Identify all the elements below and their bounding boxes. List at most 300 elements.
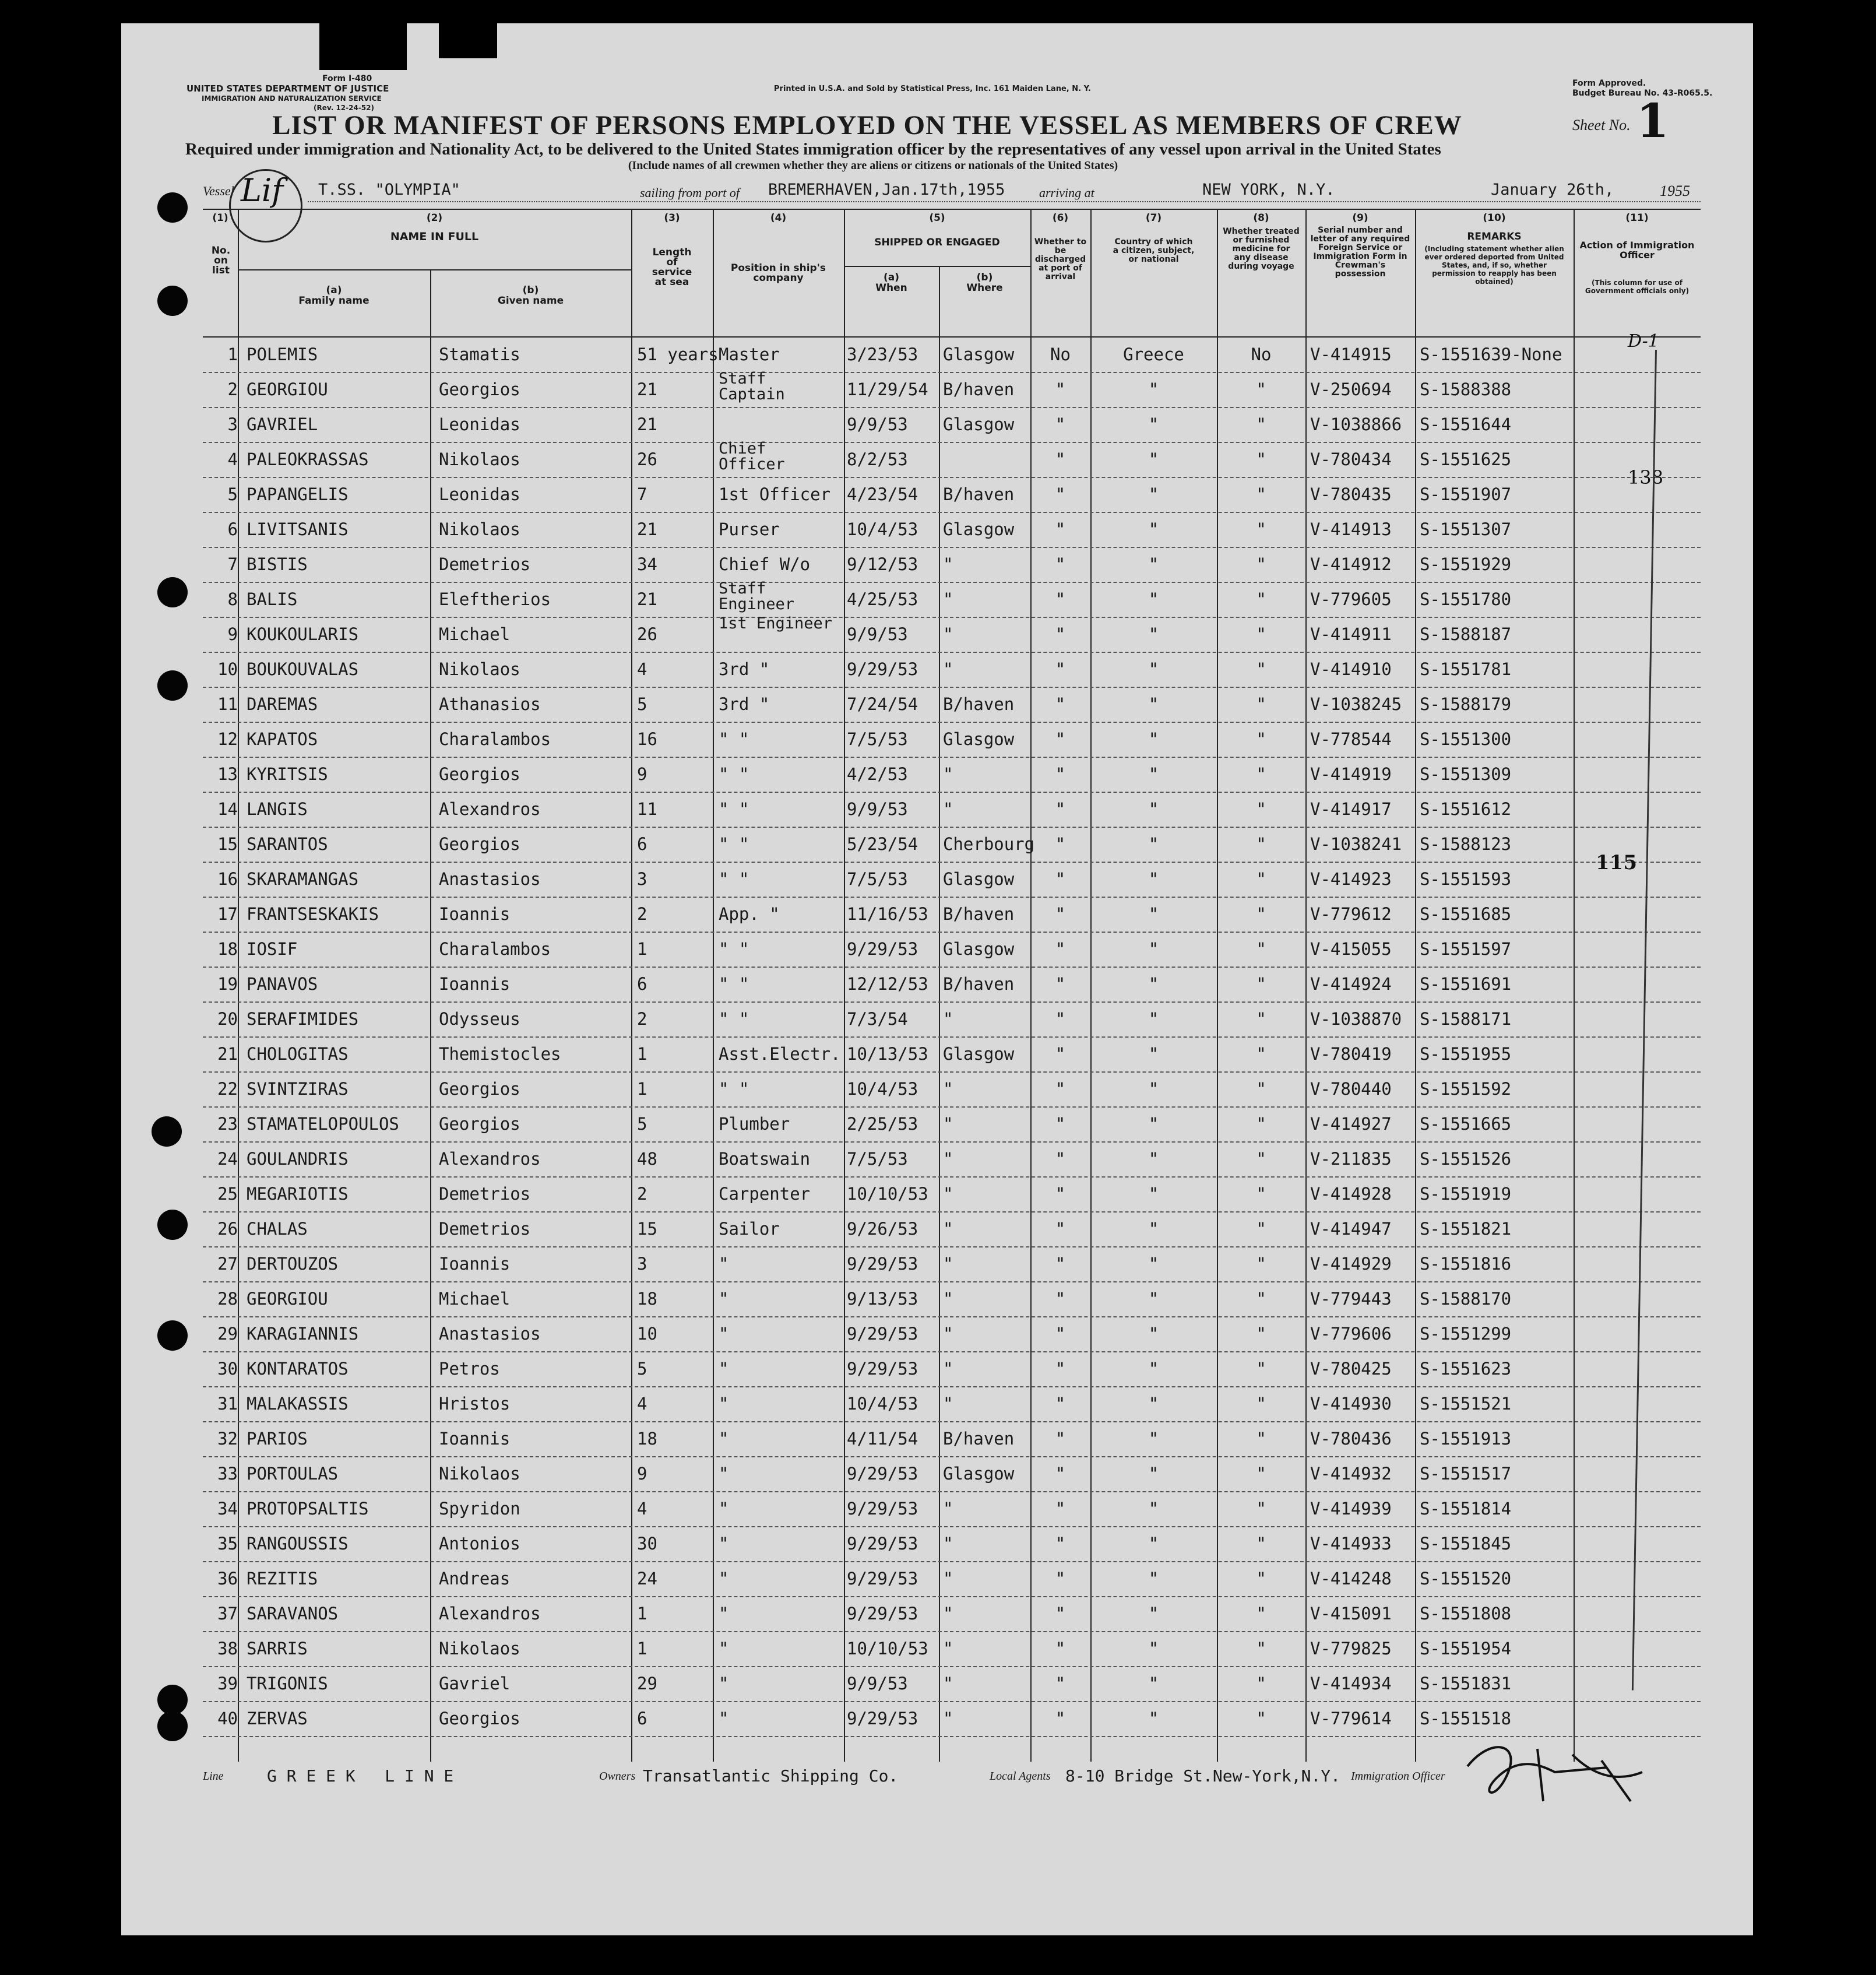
service-length: 5 (637, 1114, 647, 1134)
family-name: ZERVAS (247, 1709, 308, 1728)
table-row (121, 1003, 1753, 1038)
family-name: SARRIS (247, 1639, 308, 1658)
given-name: Demetrios (439, 554, 531, 574)
to-be-discharged: " (1055, 1604, 1066, 1623)
shipped-when: 10/13/53 (847, 1044, 928, 1064)
serial-number: V-780434 (1310, 449, 1392, 469)
shipped-when: 9/29/53 (847, 1324, 918, 1344)
remarks: S-1551639-None (1420, 345, 1562, 364)
serial-number: V-1038870 (1310, 1009, 1402, 1029)
shipped-when: 9/9/53 (847, 799, 908, 819)
col2b-letter: (b) (522, 284, 539, 296)
serial-number: V-414924 (1310, 974, 1392, 994)
service-length: 2 (637, 1184, 647, 1204)
shipped-where: B/haven (943, 1429, 1015, 1449)
family-name: SVINTZIRAS (247, 1079, 349, 1099)
citizenship: " (1148, 1324, 1159, 1344)
to-be-discharged: " (1055, 1709, 1066, 1728)
to-be-discharged: " (1055, 624, 1066, 644)
ship-position: " (719, 1709, 729, 1728)
given-name: Stamatis (439, 345, 520, 364)
row-number: 13 (217, 764, 238, 784)
table-row (121, 614, 1753, 653)
to-be-discharged: " (1055, 1219, 1066, 1239)
serial-number: V-414911 (1310, 624, 1392, 644)
service-length: 48 (637, 1149, 657, 1169)
col10-num: (10) (1483, 212, 1506, 224)
family-name: KONTARATOS (247, 1359, 349, 1379)
ship-position: " " (719, 764, 749, 784)
top-tab-right (439, 23, 497, 58)
citizenship: " (1148, 1079, 1159, 1099)
agents-value: 8-10 Bridge St.New-York,N.Y. (1065, 1766, 1341, 1786)
remarks: S-1551299 (1420, 1324, 1512, 1344)
medicine-treated: " (1256, 484, 1266, 504)
family-name: RANGOUSSIS (247, 1534, 349, 1554)
given-name: Nikolaos (439, 1464, 520, 1484)
service-length: 21 (637, 519, 657, 539)
ship-position: Boatswain (719, 1149, 811, 1169)
family-name: KAPATOS (247, 729, 318, 749)
medicine-treated: " (1256, 1674, 1266, 1693)
given-name: Nikolaos (439, 1639, 520, 1658)
table-top-border (203, 209, 1701, 210)
medicine-treated: " (1256, 1289, 1266, 1309)
medicine-treated: " (1256, 834, 1266, 854)
shipped-when: 9/29/53 (847, 1359, 918, 1379)
to-be-discharged: " (1055, 1534, 1066, 1554)
shipped-where: B/haven (943, 974, 1015, 994)
row-number: 33 (217, 1464, 238, 1484)
medicine-treated: " (1256, 764, 1266, 784)
shipped-where: " (943, 764, 953, 784)
table-row (121, 1038, 1753, 1073)
given-name: Ioannis (439, 1254, 511, 1274)
to-be-discharged: " (1055, 659, 1066, 679)
citizenship: " (1148, 1464, 1159, 1484)
remarks: S-1551919 (1420, 1184, 1512, 1204)
to-be-discharged: " (1055, 799, 1066, 819)
remarks: S-1551913 (1420, 1429, 1512, 1449)
serial-number: V-414248 (1310, 1569, 1392, 1589)
remarks: S-1551780 (1420, 589, 1512, 609)
medicine-treated: No (1251, 345, 1272, 364)
service-length: 26 (637, 624, 657, 644)
serial-number: V-414928 (1310, 1184, 1392, 1204)
table-row (121, 579, 1753, 618)
row-number: 18 (217, 939, 238, 959)
service-length: 7 (637, 484, 647, 504)
shipped-when: 2/25/53 (847, 1114, 918, 1134)
table-row (121, 723, 1753, 758)
col2-label: NAME IN FULL (390, 230, 479, 243)
row-number: 15 (217, 834, 238, 854)
serial-number: V-779605 (1310, 589, 1392, 609)
ship-position: " (719, 1289, 729, 1309)
medicine-treated: " (1256, 869, 1266, 889)
serial-number: V-415091 (1310, 1604, 1392, 1623)
to-be-discharged: " (1055, 1499, 1066, 1519)
family-name: MEGARIOTIS (247, 1184, 349, 1204)
ship-position: Chief Officer (719, 440, 785, 473)
citizenship: " (1148, 904, 1159, 924)
row-number: 21 (217, 1044, 238, 1064)
ship-position: " (719, 1254, 729, 1274)
shipped-where: " (943, 1219, 953, 1239)
to-be-discharged: " (1055, 694, 1066, 714)
shipped-when: 9/29/53 (847, 1534, 918, 1554)
serial-number: V-415055 (1310, 939, 1392, 959)
printer-notice: Printed in U.S.A. and Sold by Statistical Press, Inc. 161 Maiden Lane, N. Y. (774, 85, 1091, 93)
family-name: STAMATELOPOULOS (247, 1114, 399, 1134)
citizenship: " (1148, 659, 1159, 679)
table-row (121, 1632, 1753, 1667)
row-number: 17 (217, 904, 238, 924)
col4-label: Position in ship's company (730, 262, 826, 284)
shipped-when: 4/25/53 (847, 589, 918, 609)
given-name: Nikolaos (439, 519, 520, 539)
remarks: S-1551907 (1420, 484, 1512, 504)
shipped-where: " (943, 1254, 953, 1274)
row-number: 29 (217, 1324, 238, 1344)
service-length: 4 (637, 1394, 647, 1414)
shipped-where: Glasgow (943, 519, 1015, 539)
medicine-treated: " (1256, 1184, 1266, 1204)
service-length: 1 (637, 939, 647, 959)
punch-hole (157, 192, 188, 223)
shipped-when: 4/2/53 (847, 764, 908, 784)
sheet-no-label: Sheet No. (1572, 117, 1631, 133)
table-row (121, 1317, 1753, 1352)
given-name: Hristos (439, 1394, 511, 1414)
ship-position: Purser (719, 519, 780, 539)
row-number: 3 (227, 414, 238, 434)
row-number: 23 (217, 1114, 238, 1134)
remarks: S-1588187 (1420, 624, 1512, 644)
given-name: Charalambos (439, 939, 551, 959)
citizenship: " (1148, 1499, 1159, 1519)
punch-hole (157, 286, 188, 316)
table-row (121, 478, 1753, 513)
remarks: S-1551592 (1420, 1079, 1512, 1099)
shipped-where: Glasgow (943, 1464, 1015, 1484)
medicine-treated: " (1256, 1219, 1266, 1239)
inspection-stamp-text: Lif (241, 172, 284, 209)
row-number: 31 (217, 1394, 238, 1414)
citizenship: Greece (1123, 345, 1184, 364)
to-be-discharged: " (1055, 1639, 1066, 1658)
given-name: Georgios (439, 1079, 520, 1099)
col3-label: Length of service at sea (652, 247, 692, 288)
form-subtitle: Required under immigration and Nationality Act, to be delivered to the United States immigration officer by the representatives of any vessel upon arrival in the United States (185, 140, 1441, 159)
table-row (121, 1527, 1753, 1562)
table-row (121, 1178, 1753, 1213)
medicine-treated: " (1256, 974, 1266, 994)
ship-position: " (719, 1674, 729, 1693)
remarks: S-1551781 (1420, 659, 1512, 679)
to-be-discharged: " (1055, 834, 1066, 854)
shipped-when: 8/2/53 (847, 449, 908, 469)
service-length: 18 (637, 1289, 657, 1309)
to-be-discharged: " (1055, 1079, 1066, 1099)
family-name: BALIS (247, 589, 298, 609)
arriving-label: arriving at (1039, 185, 1094, 200)
to-be-discharged: " (1055, 1184, 1066, 1204)
table-row (121, 1073, 1753, 1108)
serial-number: V-1038241 (1310, 834, 1402, 854)
col11-sublabel: (This column for use of Government officials only) (1585, 279, 1690, 295)
row-number: 26 (217, 1219, 238, 1239)
shipped-where: " (943, 1149, 953, 1169)
shipped-when: 9/29/53 (847, 1709, 918, 1728)
action-note-115: 115 (1596, 851, 1637, 874)
shipped-when: 9/9/53 (847, 1674, 908, 1693)
remarks: S-1551665 (1420, 1114, 1512, 1134)
given-name: Spyridon (439, 1499, 520, 1519)
shipped-where: Glasgow (943, 869, 1015, 889)
family-name: PALEOKRASSAS (247, 449, 369, 469)
row-number: 12 (217, 729, 238, 749)
col1-label: No. on list (211, 245, 231, 276)
given-name: Michael (439, 624, 511, 644)
ship-position: Plumber (719, 1114, 790, 1134)
remarks: S-1551831 (1420, 1674, 1512, 1693)
remarks: S-1551816 (1420, 1254, 1512, 1274)
family-name: IOSIF (247, 939, 298, 959)
row-number: 7 (227, 554, 238, 574)
name-subheader-line (238, 269, 631, 270)
family-name: SARAVANOS (247, 1604, 339, 1623)
shipped-when: 5/23/54 (847, 834, 918, 854)
family-name: GOULANDRIS (247, 1149, 349, 1169)
remarks: S-1551929 (1420, 554, 1512, 574)
shipped-when: 9/12/53 (847, 554, 918, 574)
medicine-treated: " (1256, 589, 1266, 609)
to-be-discharged: " (1055, 379, 1066, 399)
medicine-treated: " (1256, 1709, 1266, 1728)
shipped-where: Glasgow (943, 1044, 1015, 1064)
family-name: PROTOPSALTIS (247, 1499, 369, 1519)
shipped-when: 9/29/53 (847, 1569, 918, 1589)
remarks: S-1551518 (1420, 1709, 1512, 1728)
medicine-treated: " (1256, 1534, 1266, 1554)
service-length: 26 (637, 449, 657, 469)
row-number: 14 (217, 799, 238, 819)
citizenship: " (1148, 1219, 1159, 1239)
form-subsubtitle: (Include names of all crewmen whether they are aliens or citizens or nationals of the United States) (628, 159, 1118, 172)
service-length: 2 (637, 904, 647, 924)
remarks: S-1551612 (1420, 799, 1512, 819)
family-name: KARAGIANNIS (247, 1324, 359, 1344)
serial-number: V-414934 (1310, 1674, 1392, 1693)
shipped-where: " (943, 589, 953, 609)
row-number: 39 (217, 1674, 238, 1693)
shipped-where: " (943, 1639, 953, 1658)
col7-label: Country of which a citizen, subject, or national (1113, 237, 1195, 264)
form-revision: (Rev. 12-24-52) (314, 104, 374, 112)
medicine-treated: " (1256, 729, 1266, 749)
service-length: 5 (637, 1359, 647, 1379)
serial-number: V-414917 (1310, 799, 1392, 819)
medicine-treated: " (1256, 1149, 1266, 1169)
serial-number: V-780436 (1310, 1429, 1392, 1449)
col11-label: Action of Immigration Officer (1579, 240, 1695, 261)
shipped-when: 9/29/53 (847, 1254, 918, 1274)
shipped-when: 10/10/53 (847, 1639, 928, 1658)
shipped-when: 10/4/53 (847, 519, 918, 539)
service: IMMIGRATION AND NATURALIZATION SERVICE (202, 94, 382, 103)
row-number: 10 (217, 659, 238, 679)
shipped-when: 7/3/54 (847, 1009, 908, 1029)
medicine-treated: " (1256, 1079, 1266, 1099)
medicine-treated: " (1256, 939, 1266, 959)
service-length: 15 (637, 1219, 657, 1239)
col6-num: (6) (1052, 212, 1069, 224)
ship-position: " (719, 1499, 729, 1519)
table-row (121, 828, 1753, 863)
family-name: SARANTOS (247, 834, 328, 854)
serial-number: V-414930 (1310, 1394, 1392, 1414)
shipped-where: B/haven (943, 694, 1015, 714)
ship-position: Master (719, 345, 780, 364)
given-name: Georgios (439, 834, 520, 854)
ship-position: " (719, 1639, 729, 1658)
arriving-at: NEW YORK, N.Y. (1202, 181, 1335, 199)
ship-position: " (719, 1534, 729, 1554)
line-label: Line (203, 1770, 224, 1783)
to-be-discharged: " (1055, 414, 1066, 434)
medicine-treated: " (1256, 1464, 1266, 1484)
medicine-treated: " (1256, 1394, 1266, 1414)
row-number: 4 (227, 449, 238, 469)
citizenship: " (1148, 519, 1159, 539)
medicine-treated: " (1256, 1604, 1266, 1623)
col2a-label: Family name (298, 295, 369, 307)
service-length: 21 (637, 414, 657, 434)
to-be-discharged: " (1055, 729, 1066, 749)
col3-num: (3) (664, 212, 680, 224)
ship-position: " (719, 1569, 729, 1589)
given-name: Georgios (439, 1114, 520, 1134)
col11-num: (11) (1625, 212, 1649, 224)
medicine-treated: " (1256, 1114, 1266, 1134)
table-row (121, 548, 1753, 583)
serial-number: V-778544 (1310, 729, 1392, 749)
service-length: 51 years (637, 345, 719, 364)
ship-position: " " (719, 1009, 749, 1029)
given-name: Michael (439, 1289, 511, 1309)
table-row (121, 513, 1753, 548)
given-name: Andreas (439, 1569, 511, 1589)
col6-label: Whether to be discharged at port of arrival (1034, 237, 1087, 282)
service-length: 18 (637, 1429, 657, 1449)
row-number: 9 (227, 624, 238, 644)
shipped-when: 10/10/53 (847, 1184, 928, 1204)
to-be-discharged: " (1055, 869, 1066, 889)
given-name: Anastasios (439, 1324, 541, 1344)
to-be-discharged: " (1055, 904, 1066, 924)
service-length: 2 (637, 1009, 647, 1029)
row-number: 40 (217, 1709, 238, 1728)
serial-number: V-779614 (1310, 1709, 1392, 1728)
medicine-treated: " (1256, 449, 1266, 469)
citizenship: " (1148, 589, 1159, 609)
shipped-when: 10/4/53 (847, 1079, 918, 1099)
table-row (121, 1247, 1753, 1282)
row-number: 19 (217, 974, 238, 994)
given-name: Odysseus (439, 1009, 520, 1029)
family-name: MALAKASSIS (247, 1394, 349, 1414)
ship-position: App. " (719, 904, 780, 924)
family-name: PANAVOS (247, 974, 318, 994)
shipped-where: Glasgow (943, 414, 1015, 434)
ship-position: 3rd " (719, 694, 770, 714)
citizenship: " (1148, 1709, 1159, 1728)
ship-position: " " (719, 799, 749, 819)
col5-num: (5) (929, 212, 945, 224)
given-name: Eleftherios (439, 589, 551, 609)
table-row (121, 863, 1753, 898)
to-be-discharged: " (1055, 1009, 1066, 1029)
shipped-where: " (943, 1359, 953, 1379)
row-number: 35 (217, 1534, 238, 1554)
table-row (121, 408, 1753, 443)
form-approval: Form Approved. (1572, 79, 1646, 88)
to-be-discharged: " (1055, 939, 1066, 959)
row-number: 20 (217, 1009, 238, 1029)
given-name: Ioannis (439, 1429, 511, 1449)
owners-value: Transatlantic Shipping Co. (643, 1766, 899, 1786)
family-name: CHOLOGITAS (247, 1044, 349, 1064)
ship-position: " (719, 1604, 729, 1623)
action-note-d1: D-1 (1628, 331, 1659, 352)
table-header-bottom (203, 336, 1701, 338)
ship-position: " (719, 1429, 729, 1449)
service-length: 11 (637, 799, 657, 819)
serial-number: V-211835 (1310, 1149, 1392, 1169)
col5b-letter: (b) (976, 272, 993, 283)
service-length: 16 (637, 729, 657, 749)
department: UNITED STATES DEPARTMENT OF JUSTICE (186, 83, 389, 94)
given-name: Ioannis (439, 904, 511, 924)
given-name: Demetrios (439, 1184, 531, 1204)
row-number: 34 (217, 1499, 238, 1519)
citizenship: " (1148, 1429, 1159, 1449)
row-number: 11 (217, 694, 238, 714)
shipped-where: " (943, 1499, 953, 1519)
shipped-where: " (943, 1184, 953, 1204)
remarks: S-1551691 (1420, 974, 1512, 994)
medicine-treated: " (1256, 519, 1266, 539)
given-name: Athanasios (439, 694, 541, 714)
shipped-when: 9/29/53 (847, 1464, 918, 1484)
to-be-discharged: " (1055, 519, 1066, 539)
row-number: 24 (217, 1149, 238, 1169)
citizenship: " (1148, 1569, 1159, 1589)
col2a-letter: (a) (326, 284, 342, 296)
given-name: Leonidas (439, 484, 520, 504)
vessel-name: T.SS. "OLYMPIA" (318, 181, 460, 199)
row-number: 5 (227, 484, 238, 504)
given-name: Georgios (439, 379, 520, 399)
table-row (121, 1562, 1753, 1597)
serial-number: V-780440 (1310, 1079, 1392, 1099)
to-be-discharged: " (1055, 764, 1066, 784)
row-number: 27 (217, 1254, 238, 1274)
family-name: DAREMAS (247, 694, 318, 714)
remarks: S-1588171 (1420, 1009, 1512, 1029)
row-number: 6 (227, 519, 238, 539)
